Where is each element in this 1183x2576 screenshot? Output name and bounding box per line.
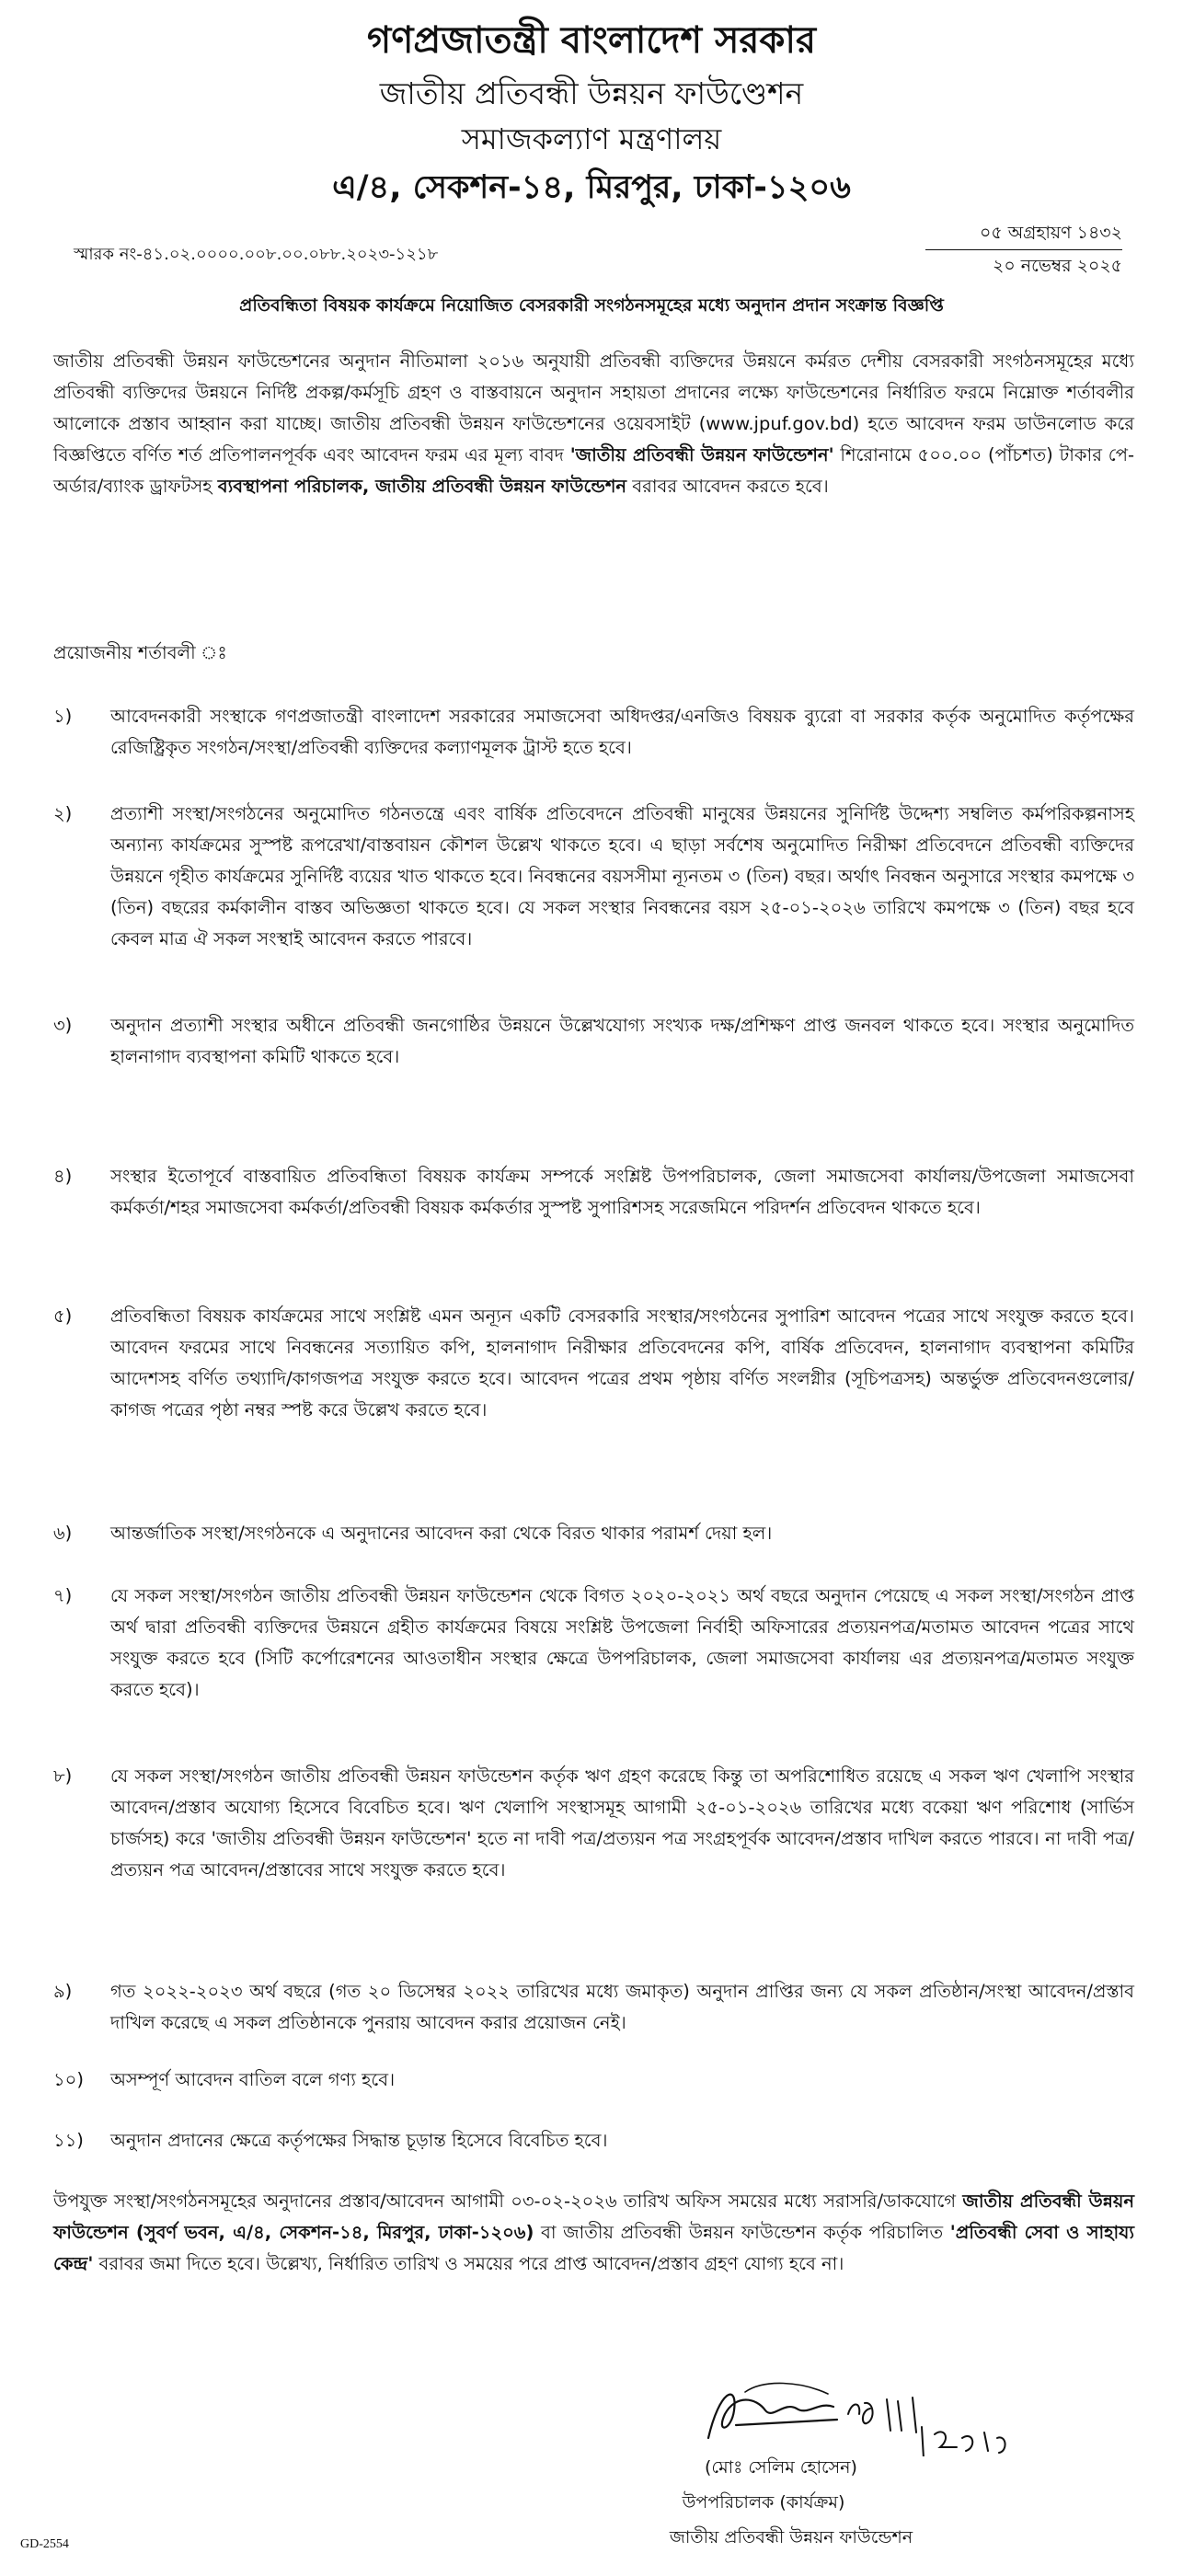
closing-text-2: বা জাতীয় প্রতিবন্ধী উন্নয়ন ফাউন্ডেশন কর্তৃক পরিচালিত (541, 2222, 944, 2243)
intro-text-1: জাতীয় প্রতিবন্ধী উন্নয়ন ফাউন্ডেশনের অনুদান নীতিমালা ২০১৬ অনুযায়ী প্রতিবন্ধী ব্যক্তিদের উন্নয়নে কর্মরত দেশীয় বেসরকারী সংগঠনসমূহের মধ্যে প্রতিবন্ধী ব্যক্তিদের উন্নয়নে নির্দিষ্ট প্রকল্প/কর্মসূচি গ্রহণ ও বাস্তবায়নে অনুদান সহায়তা প্রদানের লক্ষ্যে ফাউন্ডেশনের নির্ধারিত ফরমে নিম্নোক্ত শর্তাবলীর আলোকে প্রস্তাব আহ্বান করা যাচ্ছে। জাতীয় প্রতিবন্ধী উন্নয়ন ফাউন্ডেশনের ওয়েবসাইট (www.jpuf.gov.bd) হতে আবেদন ফরম ডাউনলোড করে বিজ্ঞপ্তিতে বর্ণিত শর্ত প্রতিপালনপূর্বক এবং আবেদন ফরম এর মূল্য বাবদ (53, 351, 1134, 466)
handwritten-signature (681, 2374, 1122, 2456)
condition-number: ১০) (53, 2069, 84, 2090)
closing-bold-2: 'প্রতিবন্ধী সেবা ও সাহায্য কেন্দ্র' (53, 2222, 1135, 2274)
govt-title: গণপ্রজাতন্ত্রী বাংলাদেশ সরকার (367, 19, 816, 62)
condition-number: ১১) (53, 2130, 84, 2151)
document-code: GD-2554 (20, 2537, 69, 2551)
condition-number: ৯) (53, 1981, 73, 2002)
org-address: এ/৪, সেকশন-১৪, মিরপুর, ঢাকা-১২০৬ (332, 169, 851, 206)
condition-text: যে সকল সংস্থা/সংগঠন জাতীয় প্রতিবন্ধী উন্নয়ন ফাউন্ডেশন থেকে বিগত ২০২০-২০২১ অর্থ বছরে অনুদান পেয়েছে এ সকল সংস্থা/সংগঠন প্রাপ্ত অর্থ দ্বারা প্রতিবন্ধী ব্যক্তিদের উন্নয়নে গ্রহীত কার্যক্রমের বিষয়ে সংশ্লিষ্ট উপজেলা নির্বাহী অফিসারের প্রত্যয়নপত্র/মতামত আবেদন পত্রের সাথে সংযুক্ত করতে হবে (সিটি কর্পোরেশনের আওতাধীন সংস্থার ক্ষেত্রে উপপরিচালক, জেলা সমাজসেবা কার্যালয় এর প্রত্যয়নপত্র/মতামত সংযুক্ত করতে হবে)। (110, 1585, 1134, 1700)
condition-number: ৮) (53, 1765, 73, 1787)
date-block (925, 221, 1122, 279)
condition-text: অনুদান প্রদানের ক্ষেত্রে কর্তৃপক্ষের সিদ্ধান্ত চূড়ান্ত হিসেবে বিবেচিত হবে। (110, 2130, 608, 2151)
org-name: জাতীয় প্রতিবন্ধী উন্নয়ন ফাউণ্ডেশন (379, 75, 804, 111)
condition-text: যে সকল সংস্থা/সংগঠন জাতীয় প্রতিবন্ধী উন্নয়ন ফাউন্ডেশন কর্তৃক ঋণ গ্রহণ করেছে কিন্তু তা অপরিশোধিত রয়েছে এ সকল ঋণ খেলাপি সংস্থার আবেদন/প্রস্তাব অযোগ্য হিসেবে বিবেচিত হবে। ঋণ খেলাপি সংস্থাসমূহ আগামী ২৫-০১-২০২৬ তারিখের মধ্যে বকেয়া ঋণ পরিশোধ (সার্ভিস চার্জসহ) করে 'জাতীয় প্রতিবন্ধী উন্নয়ন ফাউন্ডেশন' হতে না দাবী পত্র/প্রত্যয়ন পত্র সংগ্রহপূর্বক আবেদন/প্রস্তাব দাখিল করতে পারবে। না দাবী পত্র/প্রত্যয়ন পত্র আবেদন/প্রস্তাবের সাথে সংযুক্ত করতে হবে। (110, 1765, 1134, 1880)
condition-number: ৫) (53, 1305, 73, 1327)
condition-text: আন্তর্জাতিক সংস্থা/সংগঠনকে এ অনুদানের আবেদন করা থেকে বিরত থাকার পরামর্শ দেয়া হল। (110, 1523, 773, 1544)
signature-block (669, 2374, 1122, 2558)
condition-text: আবেদনকারী সংস্থাকে গণপ্রজাতন্ত্রী বাংলাদেশ সরকারের সমাজসেবা অধিদপ্তর/এনজিও বিষয়ক ব্যুরো বা সরকার কর্তৃক অনুমোদিত কর্তৃপক্ষের রেজিষ্ট্রিকৃত সংগঠন/সংস্থা/প্রতিবন্ধী ব্যক্তিদের কল্যাণমূলক ট্রাস্ট হতে হবে। (110, 706, 1134, 758)
notice-subject: প্রতিবন্ধিতা বিষয়ক কার্যক্রমে নিয়োজিত বেসরকারী সংগঠনসমূহের মধ্যে অনুদান প্রদান সংক্রান্ত বিজ্ঞপ্তি (239, 295, 944, 316)
date-english: ২০ নভেম্বর ২০২৫ (993, 256, 1122, 276)
condition-number: ২) (53, 803, 73, 824)
date-bangla: ০৫ অগ্রহায়ণ ১৪৩২ (925, 221, 1122, 250)
conditions-heading: প্রয়োজনীয় শর্তাবলী ঃ (53, 642, 227, 663)
condition-text: অসম্পূর্ণ আবেদন বাতিল বলে গণ্য হবে। (110, 2069, 396, 2090)
condition-text: প্রত্যাশী সংস্থা/সংগঠনের অনুমোদিত গঠনতন্ত্রে এবং বার্ষিক প্রতিবেদনে প্রতিবন্ধী মানুষের উন্নয়নের সুনির্দিষ্ট উদ্দেশ্য সম্বলিত কর্মপরিকল্পনাসহ অন্যান্য কার্যক্রমের সুস্পষ্ট রূপরেখা/বাস্তবায়ন কৌশল উল্লেখ থাকতে হবে। এ ছাড়া সর্বশেষ অনুমোদিত নিরীক্ষা প্রতিবেদনে প্রতিবন্ধী ব্যক্তিদের উন্নয়নে গৃহীত কার্যক্রমের সুনির্দিষ্ট ব্যয়ের খাত থাকতে হবে। নিবন্ধনের বয়সসীমা ন্যূনতম ৩ (তিন) বছর। অর্থাৎ নিবন্ধন অনুসারে সংস্থার কমপক্ষে ৩ (তিন) বছরের কর্মকালীন বাস্তব অভিজ্ঞতা থাকতে হবে। যে সকল সংস্থার নিবন্ধনের বয়স ২৫-০১-২০২৬ তারিখে কমপক্ষে ৩ (তিন) বছর হবে কেবল মাত্র ঐ সকল সংস্থাই আবেদন করতে পারবে। (110, 803, 1134, 949)
intro-paragraph (53, 346, 1134, 502)
condition-number: ৭) (53, 1585, 73, 1606)
condition-text: গত ২০২২-২০২৩ অর্থ বছরে (গত ২০ ডিসেম্বর ২০২২ তারিখের মধ্যে জমাকৃত) অনুদান প্রাপ্তির জন্য যে সকল প্রতিষ্ঠান/সংস্থা আবেদন/প্রস্তাব দাখিল করেছে এ সকল প্রতিষ্ঠানকে পুনরায় আবেদন করার প্রয়োজন নেই। (110, 1981, 1134, 2033)
intro-text-3: বরাবর আবেদন করতে হবে। (632, 476, 829, 497)
intro-text-2: শিরোনামে ৫০০.০০ (পাঁচশত) টাকার পে-অর্ডার/ব্যাংক ড্রাফটসহ (53, 444, 1134, 497)
closing-bold-1: জাতীয় প্রতিবন্ধী উন্নয়ন ফাউন্ডেশন (সুবর্ণ ভবন, এ/৪, সেকশন-১৪, মিরপুর, ঢাকা-১২০৬) (53, 2191, 1134, 2243)
condition-number: ৩) (53, 1015, 73, 1036)
intro-bold-2: ব্যবস্থাপনা পরিচালক, জাতীয় প্রতিবন্ধী উন্নয়ন ফাউন্ডেশন (217, 476, 627, 497)
intro-bold-1: 'জাতীয় প্রতিবন্ধী উন্নয়ন ফাউন্ডেশন' (569, 444, 834, 466)
condition-number: ৪) (53, 1166, 73, 1187)
closing-text-1: উপযুক্ত সংস্থা/সংগঠনসমূহের অনুদানের প্রস্তাব/আবেদন আগামী ০৩-০২-২০২৬ তারিখ অফিস সময়ের মধ্যে সরাসরি/ডাকযোগে (53, 2191, 957, 2212)
memo-number: স্মারক নং-৪১.০২.০০০০.০০৮.০০.০৮৮.২০২৩-১২১৮ (74, 245, 439, 264)
condition-text: প্রতিবন্ধিতা বিষয়ক কার্যক্রমের সাথে সংশ্লিষ্ট এমন অন্যূন একটি বেসরকারি সংস্থার/সংগঠনের সুপারিশ আবেদন পত্রের সাথে সংযুক্ত করতে হবে। আবেদন ফরমের সাথে নিবন্ধনের সত্যায়িত কপি, হালনাগাদ নিরীক্ষার প্রতিবেদনের কপি, বার্ষিক প্রতিবেদন, হালনাগাদ ব্যবস্থাপনা কমিটির আদেশসহ বর্ণিত তথ্যাদি/কাগজপত্র সংযুক্ত করতে হবে। আবেদন পত্রের প্রথম পৃষ্ঠায় বর্ণিত সংলগ্নীর (সূচিপত্রসহ) অন্তর্ভুক্ত প্রতিবেদনগুলোর/কাগজ পত্রের পৃষ্ঠা নম্বর স্পষ্ট করে উল্লেখ করতে হবে। (110, 1305, 1134, 1420)
condition-number: ১) (53, 706, 73, 727)
closing-text-3: বরাবর জমা দিতে হবে। উল্লেখ্য, নির্ধারিত তারিখ ও সময়ের পরে প্রাপ্ত আবেদন/প্রস্তাব গ্রহণ যোগ্য হবে না। (98, 2253, 844, 2274)
signatory-name: (মোঃ সেলিম হোসেন) (705, 2457, 857, 2478)
ministry-name: সমাজকল্যাণ মন্ত্রণালয় (461, 121, 722, 156)
condition-text: সংস্থার ইতোপূর্বে বাস্তবায়িত প্রতিবন্ধিতা বিষয়ক কার্যক্রম সম্পর্কে সংশ্লিষ্ট উপপরিচালক, জেলা সমাজসেবা কার্যালয়/উপজেলা সমাজসেবা কর্মকর্তা/শহর সমাজসেবা কর্মকর্তা/প্রতিবন্ধী বিষয়ক কর্মকর্তার সুস্পষ্ট সুপারিশসহ সরেজমিনে পরিদর্শন প্রতিবেদন থাকতে হবে। (110, 1166, 1134, 1218)
condition-text: অনুদান প্রত্যাশী সংস্থার অধীনে প্রতিবন্ধী জনগোষ্ঠির উন্নয়নে উল্লেখযোগ্য সংখ্যক দক্ষ/প্রশিক্ষণ প্রাপ্ত জনবল থাকতে হবে। সংস্থার অনুমোদিত হালনাগাদ ব্যবস্থাপনা কমিটি থাকতে হবে। (110, 1015, 1134, 1067)
condition-number: ৬) (53, 1523, 73, 1544)
signatory-title: উপপরিচালক (কার্যক্রম) (682, 2492, 845, 2513)
signatory-organization: জাতীয় প্রতিবন্ধী উন্নয়ন ফাউন্ডেশন (669, 2527, 913, 2547)
closing-paragraph (53, 2186, 1134, 2280)
